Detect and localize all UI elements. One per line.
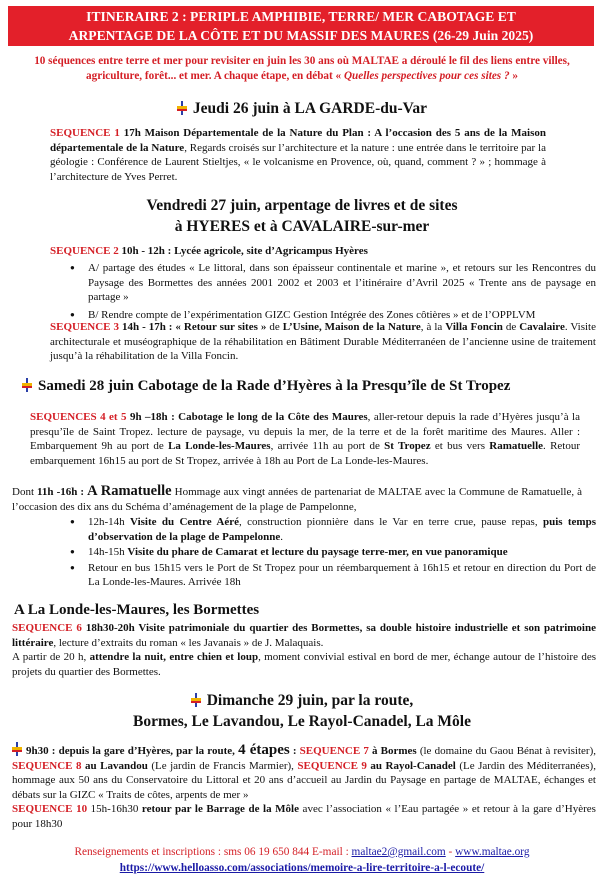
sequences-4-5: [30, 410, 580, 468]
seq45-label: SEQUENCES 4 et 5: [30, 411, 127, 423]
sequence-3: [50, 320, 596, 364]
footer-sep: -: [445, 846, 456, 858]
map-pin-icon: [22, 378, 32, 392]
map-pin-icon: [191, 693, 201, 707]
day3-title-text: Samedi 28 juin Cabotage de la Rade d’Hyères à la Presqu’île de St Tropez: [38, 378, 511, 394]
footer-contact: [0, 846, 604, 858]
list-item: ● A/ partage des études « Le littoral, dans son épaisseur continentale et marine », et retours sur les Rencontres du Paysage des Bormettes des années 2001 2002 et 2003 et l’itinéraire d’Avril 2025 « Trente ans de paysage en partage »: [70, 261, 596, 305]
seq1-head: 17h Maison Départementale de la Nature du Plan : A l’occasion des 5 ans de la Maison départementale de la Nature: [50, 127, 546, 154]
day4-title: [0, 690, 604, 732]
seq2-label: SEQUENCE 2: [50, 245, 119, 257]
seq3-text: de: [502, 321, 520, 333]
day2-title-line1: Vendredi 27 juin, arpentage de livres et de sites: [146, 197, 458, 214]
day4-start: 9h30 : depuis la gare d’Hyères, par la route,: [26, 745, 239, 757]
list-item: ● B/ Rendre compte de l’expérimentation GIZC Gestion Intégrée des Zones côtières » et de l’OPPLVM: [70, 308, 596, 323]
seq8-place: au Lavandou: [81, 759, 148, 772]
dont-body: Hommage aux vingt années de partenariat de MALTAE avec la Commune de Ramatuelle, à l’occasion des dix ans du Schéma d’aménagement de la plage de Pampelonne,: [12, 486, 582, 513]
seq10-place: retour par le Barrage de la Môle: [141, 803, 299, 816]
seq7-body: (le domaine du Gaou Bénat à revisiter),: [416, 745, 596, 757]
ramatuelle-list: [70, 515, 596, 590]
seq10-label: SEQUENCE 10: [12, 803, 88, 816]
intro-text: [10, 54, 594, 84]
seq3-place: Cavalaire: [519, 321, 565, 333]
seq45-body: , aller-retour depuis la rade d’Hyères jusqu’à la presqu’île de Saint Tropez. lecture de paysage, vu depuis la mer, de la terre et de la forêt maritime des Maures. Aller : Embarquement 9h au port de: [30, 411, 580, 453]
seq9-place: au Rayol-Canadel: [366, 759, 456, 772]
seq7-place: à Bormes: [368, 745, 417, 757]
website-link[interactable]: www.maltae.org: [455, 846, 530, 858]
sequence-6: [12, 621, 596, 679]
banner-line-1: ITINERAIRE 2 : PERIPLE AMPHIBIE, TERRE/ MER CABOTAGE ET: [86, 9, 516, 24]
intro-end: »: [509, 70, 518, 82]
ramatuelle-intro: [12, 484, 582, 514]
banner-line-2: ARPENTAGE DE LA CÔTE ET DU MASSIF DES MAURES (26-29 Juin 2025): [68, 28, 534, 43]
seq1-body: , Regards croisés sur l’architecture et la nature : une entrée dans le territoire par la géologie : Conférence de Laurent Stieltjes, « le volcanisme en Provence, où, quand, comment ? » ; hommage à l’architecture de Yves Perret.: [50, 141, 546, 183]
b1-end: .: [280, 530, 283, 543]
map-pin-icon: [12, 742, 22, 756]
seq6-head: 18h30-20h Visite patrimoniale du quartier des Bormettes, sa double histoire industrielle et son patrimoine littéraire: [12, 622, 596, 649]
b2-bold: Visite du phare de Camarat et lecture du paysage terre-mer, en vue panoramique: [127, 546, 508, 559]
seq3-label: SEQUENCE 3: [50, 321, 119, 333]
seq45-place: Ramatuelle: [489, 440, 544, 453]
seq7-label: SEQUENCE 7: [299, 745, 369, 757]
intro-italic: Quelles perspectives pour ces sites ?: [343, 70, 510, 82]
b2-pre: 14h-15h: [88, 546, 128, 559]
list-item: ● Retour en bus 15h15 vers le Port de St Tropez pour un réembarquement à 16h15 et retour en direction du Port de La Londe-les-Maures. Arrivée 18h: [70, 561, 596, 590]
day4-title-line1: [0, 690, 604, 711]
dont-time: 11h -16h :: [37, 486, 85, 498]
header-banner: [8, 6, 594, 46]
footer-url: [0, 862, 604, 874]
b1-bold2: puis temps d’observation de la plage de Pampelonne: [88, 516, 596, 543]
londe-p2-bold: attendre la nuit, entre chien et loup: [89, 651, 259, 664]
seq10-time: 15h-16h30: [87, 803, 142, 816]
day1-title-text: Jeudi 26 juin à LA GARDE-du-Var: [192, 100, 428, 117]
b1-pre: 12h-14h: [88, 516, 131, 528]
seq45-body: , arrivée 11h au port de: [270, 440, 385, 453]
londe-title: A La Londe-les-Maures, les Bormettes: [14, 602, 260, 618]
seq9-label: SEQUENCE 9: [297, 759, 367, 772]
seq3-text: de: [266, 321, 283, 333]
seq9-body: (Le Jardin des Méditerranées), hommage aux 50 ans du Conservatoire du Littoral et 20 ans d’accueil au Jardin du Paysage en partage de MALTAE, échanges et débats sur la GIZC « Traits de côtes, arpents de mer »: [12, 759, 596, 801]
helloasso-link[interactable]: https://www.helloasso.com/associations/memoire-a-lire-territoire-a-l-ecoute/: [119, 862, 485, 874]
seq45-body: . Retour embarquement 16h15 au port de St Tropez, arrivée à 18h au Port de La Londe-les-Maures.: [30, 440, 581, 467]
seq45-place: St Tropez: [384, 440, 431, 453]
day2-title-line2: à HYERES et à CAVALAIRE-sur-mer: [174, 218, 430, 235]
sequences-7-10: [12, 742, 596, 832]
list-item: [70, 545, 596, 560]
seq8-body: (Le jardin de Francis Marmier),: [147, 759, 298, 772]
seq45-body: et bus vers: [430, 440, 490, 453]
day4-title-line2: Bormes, Le Lavandou, Le Rayol-Canadel, La Môle: [133, 713, 471, 730]
day1-title: [0, 100, 604, 118]
seq2-list: [70, 261, 596, 322]
intro-main: 10 séquences entre terre et mer pour revisiter en juin les 30 ans où MALTAE a déroulé le fil des liens entre villes, agriculture, forêt... et mer. A chaque étape, en débat «: [34, 55, 570, 82]
seq1-label: SEQUENCE 1: [50, 127, 120, 139]
b1-mid: , construction pionnière dans le Var en terre crue, pause repas,: [238, 516, 543, 528]
footer-info: Renseignements et inscriptions : sms 06 19 650 844 E-mail :: [74, 846, 352, 858]
b1-bold: Visite du Centre Aéré: [130, 516, 239, 528]
email-link[interactable]: maltae2@gmail.com: [351, 846, 446, 858]
seq45-place: La Londe-les-Maures: [168, 440, 271, 453]
seq10-body: avec l’association « l’Eau partagée » et retour à la gare d’Hyères pour 18h30: [12, 803, 596, 830]
seq6-body: , lecture d’extraits du roman « les Javanais » de J. Malaquais.: [53, 636, 324, 649]
day4-title-line1-text: Dimanche 29 juin, par la route,: [206, 692, 414, 709]
seq3-place: L’Usine, Maison de la Nature: [282, 321, 421, 333]
londe-p2-pre: A partir de 20 h,: [12, 651, 90, 664]
londe-p2-body: , moment convivial estival en bord de mer, échange autour de l’histoire des projets du quartier des Bormettes.: [12, 651, 596, 678]
seq3-place: Villa Foncin: [445, 321, 503, 333]
dont-place: A Ramatuelle: [84, 483, 172, 499]
day3-title: [22, 378, 510, 395]
day4-colon: :: [289, 745, 300, 757]
sequence-1: [50, 126, 546, 184]
seq3-head: 14h - 17h : « Retour sur sites »: [119, 321, 267, 333]
seq8-label: SEQUENCE 8: [12, 759, 82, 772]
map-pin-icon: [177, 101, 187, 115]
sequence-2: [50, 244, 546, 259]
seq3-text: , à la: [420, 321, 446, 333]
dont-pre: Dont: [12, 486, 38, 498]
seq2-head: 10h - 12h : Lycée agricole, site d’Agricampus Hyères: [118, 245, 368, 257]
seq3-body: . Visite architecturale et muséographique de la réhabilitation en Bâtiment Durable Méditerranéen de l’ancienne usine de traitement jusqu’à la réhabilitation de la Villa Foncin.: [50, 321, 596, 363]
day2-title: [0, 195, 604, 237]
day4-etapes: 4 étapes: [238, 742, 290, 758]
seq6-label: SEQUENCE 6: [12, 622, 82, 634]
seq45-head: 9h –18h : Cabotage le long de la Côte des Maures: [126, 411, 368, 423]
list-item: [70, 515, 596, 544]
